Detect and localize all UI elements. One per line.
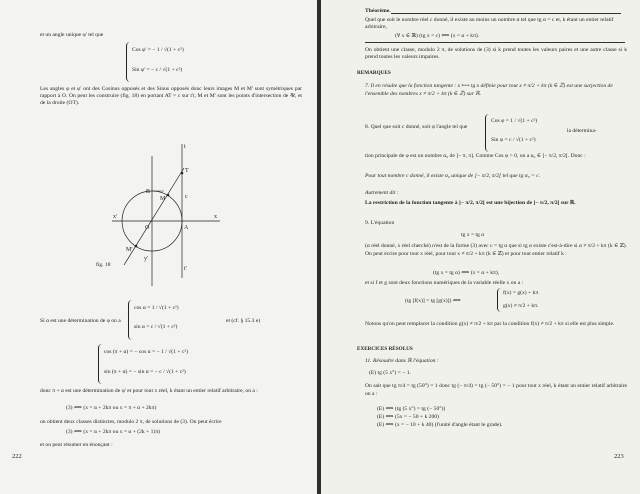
theorem-equation: (∀ x ∈ ℝ) (tg x = c) ⟺ (x = α + kπ). [395,33,480,39]
remarks-heading: REMARQUES [357,70,391,76]
theorem-rule [365,42,625,43]
paragraph-determination: donc π + α est une détermination de φ' et pour tout x réel, k étant un entier relatif arbitraire, on a : [40,388,258,394]
fig-label: t' [184,266,187,272]
paragraph-symmetry: Les angles φ et φ' ont des Cosinus opposés et des Sinus opposés donc leurs images M et M' sont symétriques par rapport à O. On peut les construire (fig. 18) en portant AT = c sur t't, M et M' sont les points d'intersection de 𝒰, et de la droite (OT). [40,86,302,106]
fig-label: c [185,194,188,200]
sys1-sin: Sin φ' = − c / √(1 + c²) [132,67,183,73]
point-m-prime [135,245,138,248]
sys1-cos: Cos φ' = − 1 / √(1 + c²) [132,47,184,53]
fig-label: y' [144,256,149,262]
determination-intro: Si α est une détermination de φ on a [40,318,121,324]
theorem-rule [391,13,621,14]
remark-8-otherwise: Autrement dit : [365,190,399,196]
equation-3: (3) ⟺ (x = α + 2kπ ou x = π + α + 2kπ) [66,405,157,411]
exercise-11-equation: (E) tg (5 x°) = − 1. [369,370,411,376]
paragraph-classes: On obtient une classe, modulo 2 π, de solutions de (3) si k prend toutes les valeurs paires et une autre classe si k prend toutes les valeurs impaires. [365,47,627,60]
paragraph-summary: et on peut résumer en énonçant : [40,442,113,448]
page-number: 222 [12,453,22,460]
point-t [181,172,184,175]
intro-line: et un angle unique φ' tel que [40,32,104,38]
remark-9-title: 9. L'équation [365,220,395,226]
theorem-title: Théorème. [365,8,391,14]
sys2-cos: cos α = 1 / √(1 + c²) [134,305,179,311]
line-ot [124,168,184,265]
remark-9-equation-2: (tg x = tg α) ⟺ (x = α + kπ), [433,270,500,276]
point-m [167,194,170,197]
sys3-sin: sin (π + α) = − sin α = − c / √(1 + c²) [104,369,186,375]
figure-caption: fig. 18 [96,262,111,268]
fig-label: x' [113,214,118,220]
remark-8-tail: la détermina- [567,128,597,134]
r8-sin: Sin φ = c / √(1 + c²) [491,137,536,143]
exercise-11-text: On sait que tg π/4 = tg (50°) = 1 donc tg (− π/4) = tg (− 50°) = − 1 pour tout x réel, k étant un entier relatif arbitraire on a : [365,383,627,397]
exercise-11-step-3: (E) ⟺ (x = − 10 + k 40) (l'unité d'angle étant le grade). [377,422,503,428]
exercise-11-step-1: (E) ⟺ (tg (5 x°) = tg (− 50°)) [377,406,446,412]
figure-18 [112,138,222,288]
r8-cos: Cos φ = 1 / √(1 + c²) [491,118,538,124]
paragraph-classes: on obtient deux classes distinctes, modulo 2 π, de solutions de (3). On peut écrire [40,419,222,425]
remark-8-lead: 8. Quel que soit c donné, soit φ l'angle tel que [365,124,468,130]
sys2-sin: sin α = c / √(1 + c²) [134,324,178,330]
remark-9-equation-3-left: (tg [f(x)] = tg [g(x)]) ⟺ [405,298,461,304]
left-page [0,0,317,494]
fig-label: M' [126,247,133,253]
sys2-reference: et (cf. § 15.3 e) [226,318,261,324]
exercise-11-step-2: (E) ⟺ (5x = − 50 + k 200) [377,414,439,420]
exercise-11-title: 11. Résoudre dans ℝ l'équation : [365,358,439,364]
remark-9-note: Notons qu'on peut remplacer la condition g(x) ≠ π/2 + kπ par la condition f(x) ≠ π/2 + kπ si elle est plus simple. [365,321,615,327]
remark-8-bijection: La restriction de la fonction tangente à ]− π/2, π/2[ est une bijection de ]− π/2, π/2[ sur ℝ. [365,200,576,206]
remark-8-statement: Pour tout nombre c donné, il existe α₀ unique de ]− π/2, π/2[ tel que tg α₀ = c. [365,173,541,179]
theorem-text: Quel que soit le nombre réel c donné, il existe au moins un nombre α tel que tg α = c et, k étant un entier relatif arbitraire, [365,17,614,30]
fig-label: A [184,225,189,231]
fig-label: T [185,168,189,174]
equation-3b: (3) ⟺ (x = α + 2kπ ou x = α + (2k + 1)π) [66,429,161,435]
remark-9-text: (α réel donné, x réel cherché) n'est de la forme (3) avec c = tg α que si tg α existe c'est-à-dire si α ≠ π/2 + kπ (k ∈ ℤ). On peut écrire pour tout x réel, pour tout x ≠ π/2 + kπ (k ∈ ℤ) et pour tout entier relatif k : [365,243,627,257]
fig-label: O [145,225,150,231]
fig-label: B [146,189,151,195]
fig-label: x [214,214,217,220]
page-number: 223 [614,453,624,460]
fig-label: t [184,144,186,150]
remark-9-text-2: et si f et g sont deux fonctions numériques de la variable réelle x on a : [365,280,524,286]
remark-9-equation: tg x = tg α [461,232,485,238]
exercises-heading: EXERCICES RÉSOLUS [357,346,413,352]
remark-8-continuation: tion principale de φ est un nombre α₀ de ]− π, π]. Comme Cos φ > 0, on a α₀ ∈ ]− π/2, π/2[. Donc : [365,153,586,159]
remark-9-eq3-a: f(x) = g(x) + kπ [503,290,539,296]
remark-9-eq3-b: g(x) ≠ π/2 + kπ. [503,303,539,309]
remark-7: 7. Il en résulte que la fonction tangente : x ⟼ tg x définie pour tout x ≠ π/2 + kπ (k ∈ ℤ) est une surjection de l'ensemble des nombres x ≠ π/2 + kπ (k ∈ ℤ) sur ℝ. [365,83,613,97]
fig-label: M [160,196,166,202]
right-page [321,0,640,494]
sys3-cos: cos (π + α) = − cos α = − 1 / √(1 + c²) [104,349,188,355]
